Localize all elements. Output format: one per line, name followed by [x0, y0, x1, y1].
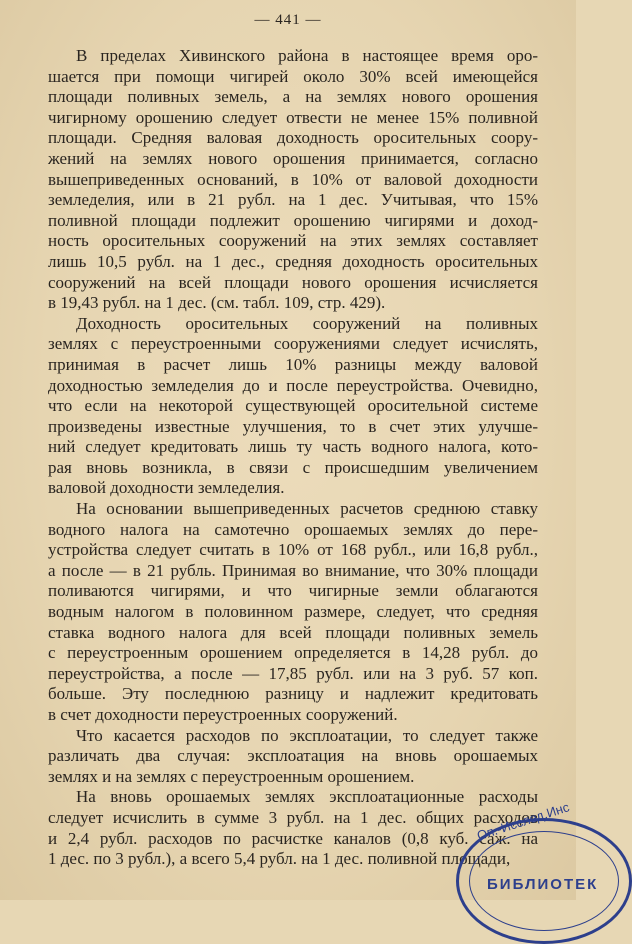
text-line: а после — в 21 рубль. Принимая во внимание, что 30% площади — [48, 560, 538, 580]
text-line: водным налогом в половинном размере, следует, что средняя — [48, 602, 538, 622]
text-line: что если на некоторой существующей оросительной системе — [48, 396, 538, 416]
text-line: сооружений на всей площади нового орошения исчисляется — [48, 272, 538, 292]
text-line: лишь 10,5 рубл. на 1 дес., средняя доходность оросительных — [48, 251, 538, 271]
text-line: и 2,4 рубл. расходов по расчистке каналов (0,8 куб. саж. на — [48, 828, 538, 848]
text-line: землях с переустроенными сооружениями следует исчислять, — [48, 334, 538, 354]
stamp-text-top: Оп.-Исслед.Инс — [475, 799, 572, 844]
text-line: рая вновь возникла, в связи с происшедшим увеличением — [48, 457, 538, 477]
text-line: ставка водного налога для всей площади поливных земель — [48, 622, 538, 642]
text-line: принимая в расчет лишь 10% разницы между валовой — [48, 354, 538, 374]
text-line: шается при помощи чигирей около 30% всей имеющейся — [48, 66, 538, 86]
text-line: В пределах Хивинского района в настоящее время оро- — [76, 46, 538, 65]
text-line: больше. Эту последнюю разницу и надлежит кредитовать — [48, 684, 538, 704]
text-line: различать два случая: эксплоатация на вновь орошаемых — [48, 746, 538, 766]
text-line: переустройства, а после — 17,85 рубл. или на 3 руб. 57 коп. — [48, 663, 538, 683]
text-line: ний следует кредитовать лишь ту часть водного налога, кото- — [48, 437, 538, 457]
text-line: доходностью земледелия до и после переустройства. Очевидно, — [48, 375, 538, 395]
text-line: произведены известные улучшения, то в счет этих улучше- — [48, 416, 538, 436]
text-line: земледелия, или в 21 рубл. на 1 дес. Учитывая, что 15% — [48, 190, 538, 210]
text-line: следует исчислить в сумме 3 рубл. на 1 дес. общих расходов — [48, 807, 538, 827]
text-line: устройства следует считать в 10% от 168 рубл., или 16,8 рубл., — [48, 540, 538, 560]
text-line: На вновь орошаемых землях эксплоатационные расходы — [76, 787, 538, 807]
text-line: землях и на землях с переустроенным орошением. — [48, 766, 415, 786]
text-line: с переустроенным орошением определяется в 14,28 рубл. до — [48, 643, 538, 663]
text-line: в 19,43 рубл. на 1 дес. (см. табл. 109, стр. 429). — [48, 293, 386, 313]
text-line: поливной площади подлежит орошению чигирями и доход- — [48, 210, 538, 230]
library-stamp — [456, 799, 632, 944]
text-line: 1 дес. по 3 рубл.), а всего 5,4 рубл. на 1 дес. поливной площади, — [48, 849, 511, 869]
text-line: На основании вышеприведенных расчетов среднюю ставку — [76, 499, 538, 519]
text-line: площади поливных земель, а на землях нового орошения — [48, 87, 538, 107]
body-text — [48, 46, 538, 870]
text-line: валовой доходности земледелия. — [48, 478, 285, 498]
page-number: — 441 — — [254, 12, 322, 28]
text-line: жений на землях нового орошения принимается, согласно — [48, 148, 538, 168]
text-line: чигирному орошению следует отвести не менее 15% поливной — [48, 107, 538, 127]
text-line: Доходность оросительных сооружений на поливных — [76, 313, 538, 333]
text-line: вышеприведенных оснований, в 10% от валовой доходности — [48, 169, 538, 189]
text-line: водного налога на самотечно орошаемых землях до пере- — [48, 519, 538, 539]
text-line: площади. Средняя валовая доходность оросительных соору- — [48, 128, 538, 148]
stamp-text-main: БИБЛИОТЕК — [487, 876, 599, 893]
text-line: поливаются чигирями, и что чигирные земли облагаются — [48, 581, 538, 601]
text-line: Что касается расходов по эксплоатации, то следует также — [76, 725, 538, 745]
text-line: в счет доходности переустроенных сооружений. — [48, 705, 398, 724]
text-line: ность оросительных сооружений на этих землях составляет — [48, 231, 538, 251]
